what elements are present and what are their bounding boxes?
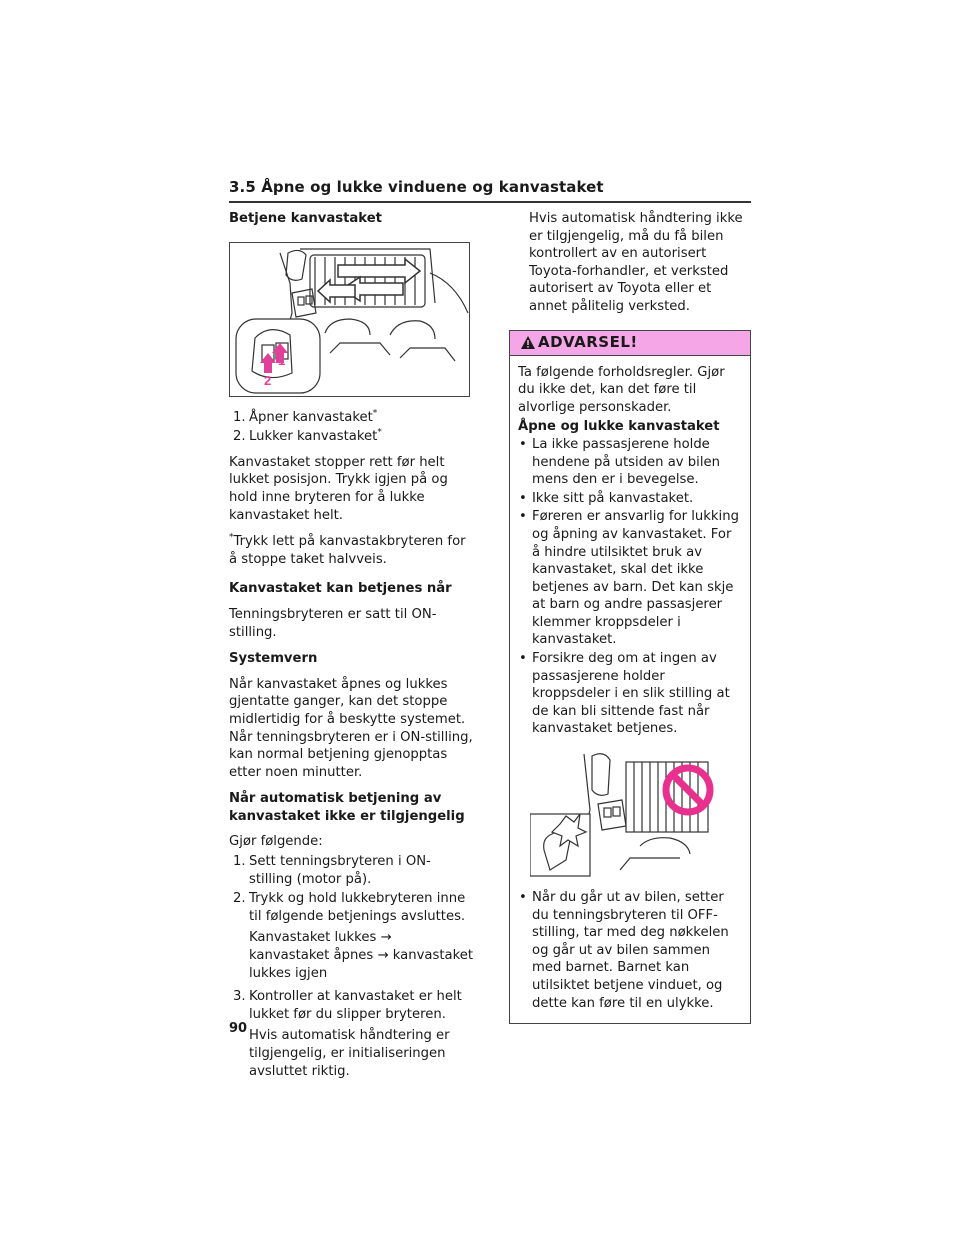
init-step-2-sub: Kanvastaket lukkes → kanvastaket åpnes → kanvastaket lukkes igjen xyxy=(249,930,474,981)
warning-bullet: • Forsikre deg om at ingen av passasjerene holder kroppsdeler i en slik stilling at de kan bli sittende fast når kanvastaket betjenes. xyxy=(519,651,730,737)
figure-canvas-switch xyxy=(229,242,470,397)
warning-box xyxy=(509,330,751,1025)
warning-triangle-icon xyxy=(520,335,536,350)
warning-bullet: • La ikke passasjerene holde hendene på utsiden av bilen mens den er i bevegelse. xyxy=(519,436,720,488)
heading-operate: Betjene kanvastaket xyxy=(229,211,382,226)
figure-prohibited-hand xyxy=(530,750,714,877)
init-step-3: 3. Kontroller at kanvastaket er helt lukket før du slipper bryteren. Hvis automatisk håndtering er tilgjengelig, er initialiseringen avsluttet riktig. xyxy=(233,988,474,1080)
warning-intro: Ta følgende forholdsregler. Gjør du ikke det, kan det føre til alvorlige personskader. xyxy=(518,364,725,415)
heading-protect: Systemvern xyxy=(229,651,318,667)
init-step-1: 1. Sett tenningsbryteren i ON-stilling (motor på). xyxy=(233,854,431,887)
page-number: 90 xyxy=(229,1021,248,1036)
service-paragraph: Hvis automatisk håndtering ikke er tilgjengelig, må du få bilen kontrollert av en autorisert Toyota-forhandler, et verksted autorisert av Toyota eller et annet pålitelig verksted. xyxy=(529,211,743,314)
do-paragraph: Gjør følgende: xyxy=(229,834,323,850)
warning-body xyxy=(510,356,750,1024)
footnote: *Trykk lett på kanvastakbryteren for å stoppe taket halvveis. xyxy=(229,532,466,567)
prohibited-hand-illustration xyxy=(530,750,714,877)
step-open: 1. Åpner kanvastaket* xyxy=(233,408,378,425)
section-header xyxy=(229,178,751,203)
init-steps xyxy=(233,853,474,1080)
fig-label-2: 2 xyxy=(264,372,272,388)
warning-bullet: • Ikke sitt på kanvastaket. xyxy=(519,490,694,506)
warning-bullet: • Når du går ut av bilen, setter du tenningsbryteren til OFF-stilling, tar med deg nøkkelen og går ut av bilen sammen med barnet. Barnet kan utilsiktet betjene vinduet, og dette kan føre til en ulykke. xyxy=(519,890,729,1011)
section-title: 3.5 Åpne og lukke vinduene og kanvastaket xyxy=(229,178,604,196)
header-divider xyxy=(229,201,751,203)
protect-paragraph: Når kanvastaket åpnes og lukkes gjentatte ganger, kan det stoppe midlertidig for å beskytte systemet. Når tenningsbryteren er i ON-stilling, kan normal betjening gjenopptas etter noen minutter. xyxy=(229,676,473,780)
stop-paragraph: Kanvastaket stopper rett før helt lukket posisjon. Trykk igjen på og hold inne bryteren for å lukke kanvastaket helt. xyxy=(229,454,448,523)
warning-title: ADVARSEL! xyxy=(538,332,638,351)
warning-subheading: Åpne og lukke kanvastaket xyxy=(518,419,720,435)
init-step-3-sub: Hvis automatisk håndtering er tilgjengelig, er initialiseringen avsluttet riktig. xyxy=(249,1028,450,1079)
heading-auto: Når automatisk betjening av kanvastaket ikke er tilgjengelig xyxy=(229,791,465,824)
warning-header xyxy=(510,331,750,356)
left-column xyxy=(229,210,474,1088)
canvas-switch-illustration xyxy=(230,243,469,396)
heading-when: Kanvastaket kan betjenes når xyxy=(229,581,452,597)
when-paragraph: Tenningsbryteren er satt til ON-stilling. xyxy=(229,606,437,640)
fig-label-1: 1 xyxy=(278,352,286,368)
prohibited-icon xyxy=(666,768,710,812)
warning-bullet: • Føreren er ansvarlig for lukking og åpning av kanvastaket. For å hindre utilsiktet bruk av kanvastaket, skal det ikke betjenes av barn. Det kan skje at barn og andre passasjerer klemmer kroppsdeler i kanvastaket. xyxy=(519,509,739,648)
right-column xyxy=(509,210,751,1024)
init-step-2: 2. Trykk og hold lukkebryteren inne til følgende betjenings avsluttes. Kanvastaket lukkes → kanvastaket åpnes → kanvastaket lukkes igjen xyxy=(233,891,474,981)
operation-steps xyxy=(233,409,474,446)
step-close: 2. Lukker kanvastaket* xyxy=(233,427,382,445)
